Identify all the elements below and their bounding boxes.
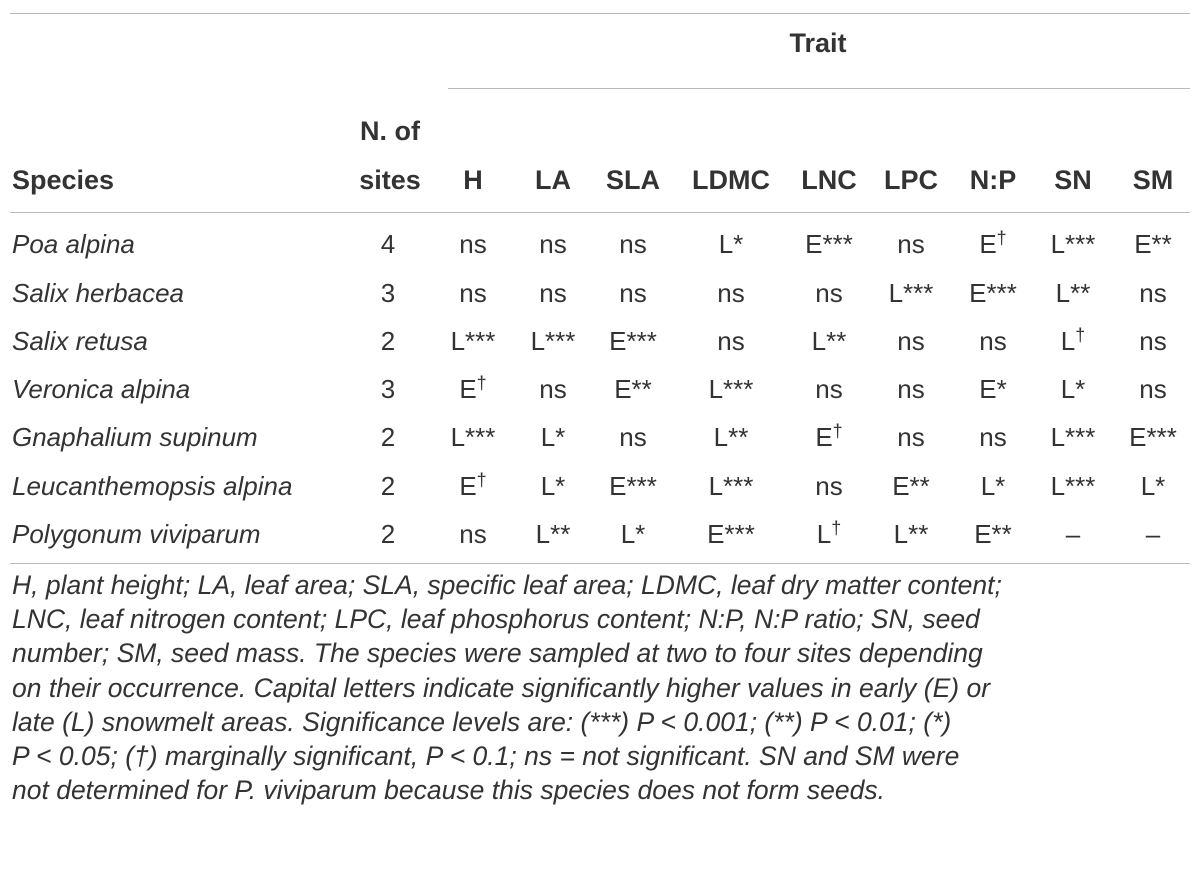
species-column-header: Species [12,165,115,195]
nsites-header-line2: sites [359,165,421,195]
trait-value-cell: L** [713,422,749,452]
trait-value-cell: ns [539,374,567,404]
trait-value-cell: ns [717,326,745,356]
species-name: Leucanthemopsis alpina [12,471,293,501]
trait-header-lpc: LPC [884,165,938,195]
trait-value-cell: E*** [707,519,755,549]
trait-value-cell: L* [540,422,566,452]
trait-value-cell: ns [1139,278,1167,308]
trait-value-cell: E** [614,374,652,404]
trait-value-cell: L** [811,326,847,356]
trait-value-cell: ns [539,229,567,259]
table-top-rule [10,13,1190,14]
species-name: Veronica alpina [12,374,191,404]
species-name: Polygonum viviparum [12,519,261,549]
trait-span-rule [448,88,1190,89]
trait-value-cell: L* [980,471,1006,501]
sites-count: 2 [380,326,396,356]
trait-value-cell: L*** [1050,422,1096,452]
footnote-line: H, plant height; LA, leaf area; SLA, specific leaf area; LDMC, leaf dry matter content; [12,570,1002,600]
sites-count: 2 [380,422,396,452]
footnote-line: P < 0.05; (†) marginally significant, P < 0.1; ns = not significant. SN and SM were [12,740,960,771]
trait-value-cell: L** [893,519,929,549]
sites-count: 2 [380,519,396,549]
trait-value-cell: L** [1055,278,1091,308]
trait-value-cell: L* [620,519,646,549]
trait-value-cell: L*** [708,471,754,501]
trait-value-cell: E† [979,228,1007,259]
trait-value-cell: L*** [888,278,934,308]
trait-header-la: LA [535,165,571,195]
trait-value-cell: E*** [609,326,657,356]
trait-value-cell: ns [459,229,487,259]
trait-value-cell: L*** [1050,229,1096,259]
trait-value-cell: E* [979,374,1007,404]
trait-header-ldmc: LDMC [692,165,770,195]
trait-value-cell: ns [539,278,567,308]
trait-value-cell: ns [979,422,1007,452]
trait-value-cell: L*** [708,374,754,404]
trait-header-sm: SM [1132,165,1174,195]
trait-value-cell: – [1065,519,1081,549]
trait-header-h: H [463,165,483,195]
species-name: Gnaphalium supinum [12,422,258,452]
trait-header-lnc: LNC [801,165,857,195]
trait-value-cell: L† [816,518,842,549]
table-bottom-rule [10,563,1190,564]
footnote-line: late (L) snowmelt areas. Significance levels are: (***) P < 0.001; (**) P < 0.01; (*) [12,706,952,737]
sites-count: 4 [380,229,396,259]
trait-value-cell: E** [974,519,1012,549]
trait-value-cell: L*** [450,326,496,356]
trait-value-cell: L* [540,471,566,501]
trait-group-header: Trait [789,28,847,58]
footnote-line: on their occurrence. Capital letters indicate significantly higher values in early (E) or [12,672,991,703]
trait-value-cell: – [1145,519,1161,549]
trait-value-cell: ns [717,278,745,308]
trait-value-cell: E† [459,373,487,404]
trait-value-cell: ns [619,229,647,259]
trait-value-cell: ns [897,229,925,259]
trait-value-cell: E*** [609,471,657,501]
trait-value-cell: L† [1060,325,1086,356]
trait-value-cell: ns [459,278,487,308]
species-name: Poa alpina [12,229,135,259]
trait-value-cell: L* [1140,471,1166,501]
trait-value-cell: E** [1134,229,1172,259]
trait-value-cell: L*** [450,422,496,452]
trait-value-cell: L*** [1050,471,1096,501]
trait-header-n-p: N:P [969,165,1017,195]
trait-value-cell: ns [979,326,1007,356]
trait-value-cell: ns [619,278,647,308]
trait-value-cell: ns [897,326,925,356]
trait-value-cell: ns [459,519,487,549]
trait-value-cell: ns [815,278,843,308]
species-name: Salix retusa [12,326,148,356]
sites-count: 2 [380,471,396,501]
trait-value-cell: ns [897,422,925,452]
trait-value-cell: ns [619,422,647,452]
trait-value-cell: L*** [530,326,576,356]
trait-value-cell: ns [897,374,925,404]
footnote-line: not determined for P. viviparum because this species does not form seeds. [12,775,885,806]
trait-value-cell: ns [1139,374,1167,404]
trait-value-cell: E*** [1129,422,1177,452]
footnote-line: number; SM, seed mass. The species were sampled at two to four sites depending [12,638,983,669]
trait-value-cell: E† [459,470,487,501]
table-footnote [12,568,1190,807]
trait-value-cell: L** [535,519,571,549]
trait-value-cell: ns [815,374,843,404]
trait-value-cell: ns [1139,326,1167,356]
trait-value-cell: E*** [805,229,853,259]
trait-value-cell: ns [815,471,843,501]
nsites-header-line1: N. of [360,116,420,146]
trait-header-sla: SLA [606,165,660,195]
trait-value-cell: E† [815,421,843,452]
trait-value-cell: E*** [969,278,1017,308]
sites-count: 3 [380,374,396,404]
trait-value-cell: E** [892,471,930,501]
header-bottom-rule [10,212,1190,213]
trait-value-cell: L* [718,229,744,259]
trait-header-sn: SN [1054,165,1092,195]
sites-count: 3 [380,278,396,308]
species-name: Salix herbacea [12,278,184,308]
footnote-line: LNC, leaf nitrogen content; LPC, leaf phosphorus content; N:P, N:P ratio; SN, seed [12,604,980,635]
trait-value-cell: L* [1060,374,1086,404]
